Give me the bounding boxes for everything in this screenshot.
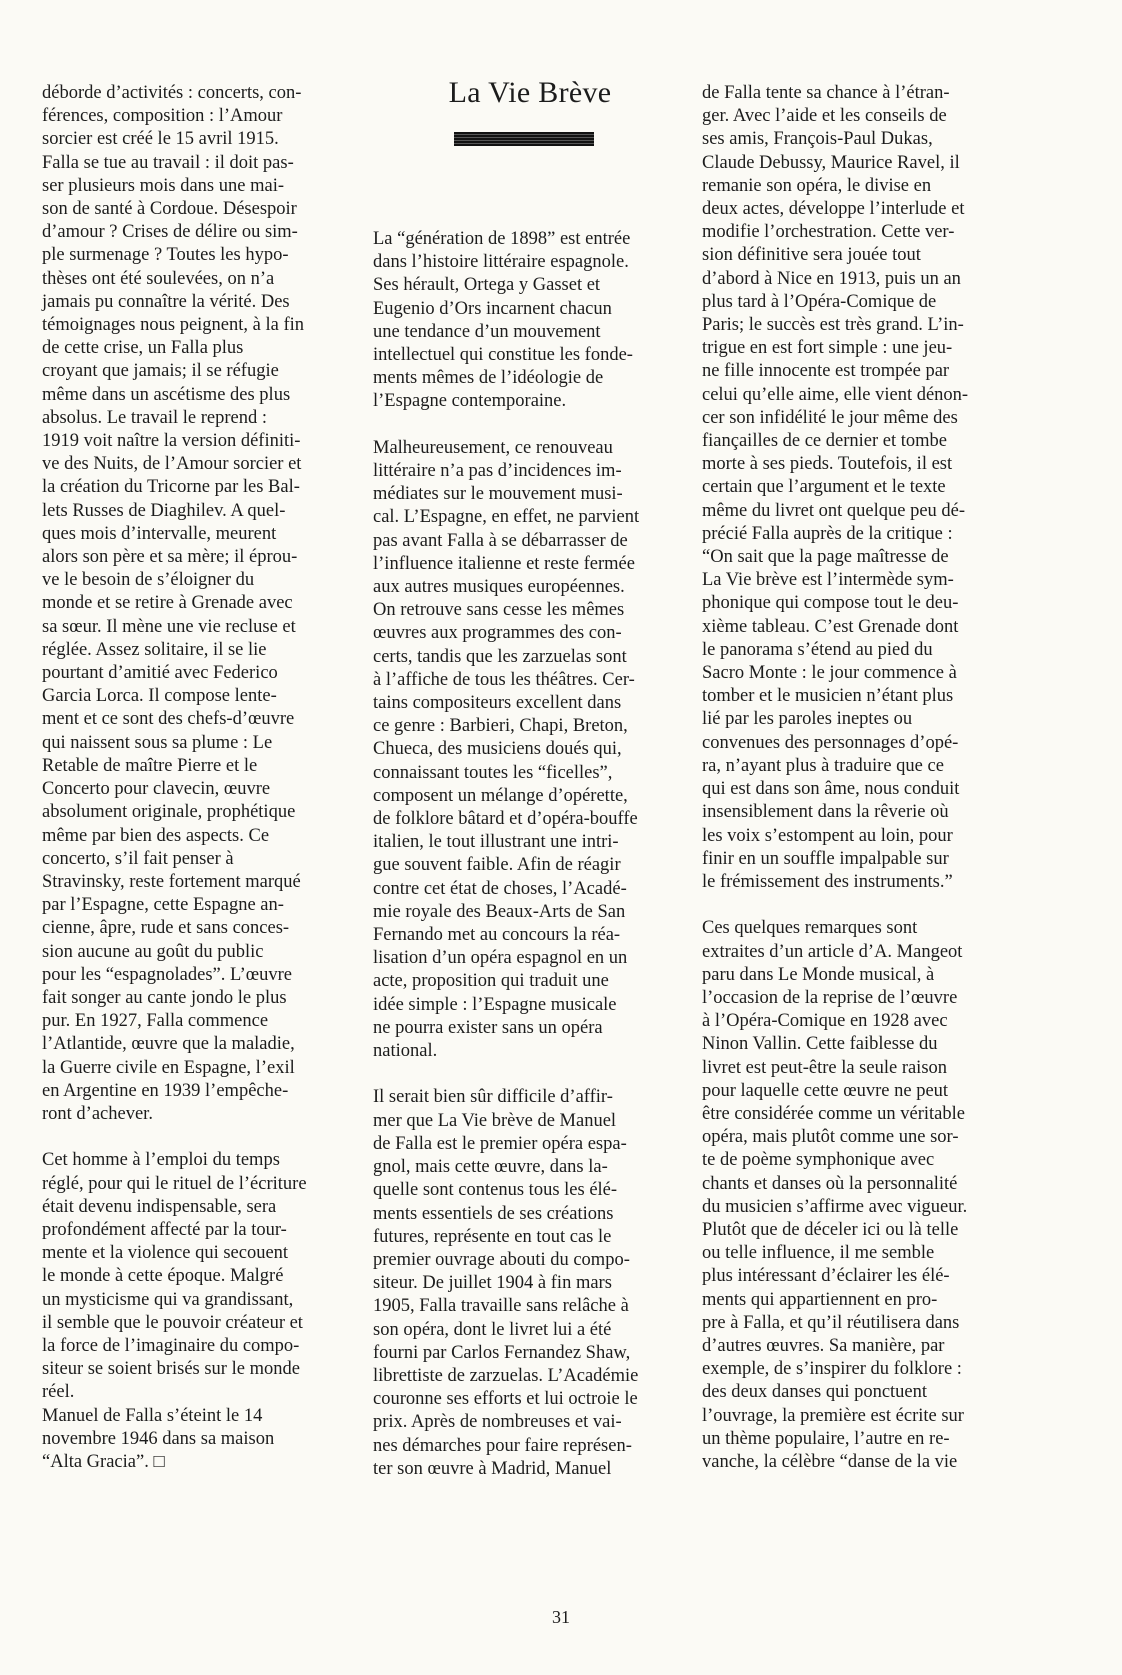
text-line: premier ouvrage abouti du compo- — [373, 1249, 630, 1270]
text-line: son de santé à Cordoue. Désespoir — [42, 199, 297, 220]
text-line: prix. Après de nombreuses et vai- — [373, 1412, 622, 1433]
text-line: ses amis, François-Paul Dukas, — [702, 129, 933, 150]
text-line: ments qui appartiennent en pro- — [702, 1289, 938, 1310]
text-line: Falla se tue au travail : il doit pas- — [42, 152, 294, 173]
text-line: Garcia Lorca. Il compose lente- — [42, 686, 277, 707]
text-line: Fernando met au concours la réa- — [373, 925, 621, 946]
text-line: intellectuel qui constitue les fonde- — [373, 345, 633, 366]
text-line: Manuel de Falla s’éteint le 14 — [42, 1405, 263, 1426]
text-line: une tendance d’un mouvement — [373, 321, 601, 342]
text-line: pour les “espagnolades”. L’œuvre — [42, 964, 293, 985]
text-line: tomber et le musicien n’étant plus — [702, 686, 954, 707]
text-line: acte, proposition qui traduit une — [373, 971, 609, 992]
text-line: On retrouve sans cesse les mêmes — [373, 600, 625, 621]
text-line: paru dans Le Monde musical, à — [702, 964, 935, 985]
text-line: la Guerre civile en Espagne, l’exil — [42, 1057, 295, 1078]
text-line: Retable de maître Pierre et le — [42, 755, 258, 776]
text-line: thèses ont été soulevées, on n’a — [42, 268, 275, 289]
text-line: ques mois d’intervalle, meurent — [42, 523, 277, 544]
text-line: ra, n’ayant plus à traduire que ce — [702, 755, 944, 776]
text-line: de Falla est le premier opéra espa- — [373, 1133, 627, 1154]
text-line: alors son père et sa mère; il éprou- — [42, 547, 298, 568]
text-line: l’occasion de la reprise de l’œuvre — [702, 987, 958, 1008]
text-line: littéraire n’a pas d’incidences im- — [373, 461, 622, 482]
text-line: Sacro Monte : le jour commence à — [702, 663, 957, 684]
text-line: finir en un souffle impalpable sur — [702, 848, 949, 869]
text-line: ter son œuvre à Madrid, Manuel — [373, 1458, 612, 1479]
text-line: pas avant Falla à se débarrasser de — [373, 530, 628, 551]
text-line: Il serait bien sûr difficile d’affir- — [373, 1087, 613, 1108]
text-line: ve le besoin de s’éloigner du — [42, 570, 255, 591]
text-line: “On sait que la page maîtresse de — [702, 547, 949, 568]
text-line: gue souvent faible. Afin de réagir — [373, 855, 621, 876]
text-line: Stravinsky, reste fortement marqué — [42, 871, 301, 892]
text-line: ront d’achever. — [42, 1103, 153, 1124]
title-rule — [454, 132, 594, 146]
text-line: un mysticisme qui va grandissant, — [42, 1289, 294, 1310]
text-line: le monde à cette époque. Malgré — [42, 1266, 284, 1287]
text-line: La Vie brève est l’intermède sym- — [702, 570, 954, 591]
text-line: même par bien des aspects. Ce — [42, 825, 270, 846]
text-line: par l’Espagne, cette Espagne an- — [42, 895, 284, 916]
text-line: témoignages nous peignent, à la fin — [42, 315, 305, 336]
text-line: de folklore bâtard et d’opéra-bouffe — [373, 809, 638, 830]
text-line: était devenu indispensable, sera — [42, 1196, 277, 1217]
text-line: 1919 voit naître la version définiti- — [42, 431, 301, 452]
text-line: même dans un ascétisme des plus — [42, 384, 291, 405]
text-line: convenues des personnages d’opé- — [702, 732, 959, 753]
text-line: trigue en est fort simple : une jeu- — [702, 338, 953, 359]
text-line: morte à ses pieds. Toutefois, il est — [702, 454, 953, 475]
text-line: d’amour ? Crises de délire ou sim- — [42, 222, 298, 243]
text-line — [702, 894, 1032, 917]
text-line: l’Espagne contemporaine. — [373, 391, 567, 412]
text-line: réglé, pour qui le rituel de l’écriture — [42, 1173, 307, 1194]
text-line: croyant que jamais; il se réfugie — [42, 361, 279, 382]
text-line: concerto, s’il fait penser à — [42, 848, 234, 869]
text-line: à l’Opéra-Comique en 1928 avec — [702, 1011, 948, 1032]
text-line: Ninon Vallin. Cette faiblesse du — [702, 1034, 938, 1055]
text-line: quelle sont contenus tous les élé- — [373, 1180, 618, 1201]
text-line: Paris; le succès est très grand. L’in- — [702, 315, 964, 336]
text-line: de Falla tente sa chance à l’étran- — [702, 83, 950, 103]
text-line: futures, représente en tout cas le — [373, 1226, 612, 1247]
text-line: Chueca, des musiciens doués qui, — [373, 739, 622, 760]
text-line: ce genre : Barbieri, Chapi, Breton, — [373, 716, 628, 737]
text-line: pour laquelle cette œuvre ne peut — [702, 1080, 949, 1101]
text-line: absolus. Le travail le reprend : — [42, 407, 267, 428]
text-line: le panorama s’étend au pied du — [702, 639, 933, 660]
text-line: l’ouvrage, la première est écrite sur — [702, 1405, 964, 1426]
text-line: Plutôt que de déceler ici ou là telle — [702, 1219, 959, 1240]
text-line: l’influence italienne et reste fermée — [373, 553, 635, 574]
text-line: ne pourra exister sans un opéra — [373, 1017, 603, 1038]
text-line: un thème populaire, l’autre en re- — [702, 1428, 950, 1449]
text-line: exemple, de s’inspirer du folklore : — [702, 1359, 962, 1380]
text-line: cienne, âpre, rude et sans conces- — [42, 918, 290, 939]
text-line: mie royale des Beaux-Arts de San — [373, 901, 626, 922]
text-line: il semble que le pouvoir créateur et — [42, 1312, 303, 1333]
text-line: mente et la violence qui secouent — [42, 1243, 289, 1264]
text-line: qui naissent sous sa plume : Le — [42, 732, 273, 753]
text-line: ple surmenage ? Toutes les hypo- — [42, 245, 289, 266]
text-line: la création du Tricorne par les Bal- — [42, 477, 300, 498]
text-line: plus intéressant d’éclairer les élé- — [702, 1266, 950, 1287]
text-line: deux actes, développe l’interlude et — [702, 199, 965, 220]
text-line: jamais pu connaître la vérité. Des — [42, 291, 290, 312]
text-line: ger. Avec l’aide et les conseils de — [702, 106, 947, 127]
text-line: sion définitive sera jouée tout — [702, 245, 921, 266]
text-line: xième tableau. C’est Grenade dont — [702, 616, 959, 637]
text-line: vanche, la célèbre “danse de la vie — [702, 1451, 958, 1472]
text-line: national. — [373, 1041, 438, 1062]
text-line: mer que La Vie brève de Manuel — [373, 1110, 617, 1131]
text-line: La “génération de 1898” est entrée — [373, 229, 631, 249]
text-line: remanie son opéra, le divise en — [702, 175, 932, 196]
text-line: Cet homme à l’emploi du temps — [42, 1150, 280, 1171]
text-line: ser plusieurs mois dans une mai- — [42, 175, 284, 196]
text-line: Claude Debussy, Maurice Ravel, il — [702, 152, 960, 173]
text-line: Concerto pour clavecin, œuvre — [42, 779, 271, 800]
text-line: gnol, mais cette œuvre, dans la- — [373, 1157, 608, 1178]
text-line — [373, 1063, 673, 1086]
text-line: lié par les paroles ineptes ou — [702, 709, 913, 730]
text-line: qui est dans son âme, nous conduit — [702, 779, 960, 800]
text-line: “Alta Gracia”. □ — [42, 1451, 165, 1472]
text-line: italien, le tout illustrant une intri- — [373, 832, 619, 853]
text-line: œuvres aux programmes des con- — [373, 623, 622, 644]
text-line — [42, 1126, 352, 1149]
text-line: siteur. De juillet 1904 à fin mars — [373, 1273, 612, 1294]
text-line: médiates sur le mouvement musi- — [373, 484, 623, 505]
text-line: absolument originale, prophétique — [42, 802, 296, 823]
text-line: livret est peut-être la seule raison — [702, 1057, 948, 1078]
text-line: le frémissement des instruments.” — [702, 871, 953, 892]
text-line: profondément affecté par la tour- — [42, 1219, 287, 1240]
text-line: connaissant toutes les “ficelles”, — [373, 762, 613, 783]
text-line: certs, tandis que les zarzuelas sont — [373, 646, 627, 667]
text-line: d’autres œuvres. Sa manière, par — [702, 1335, 945, 1356]
text-line: son opéra, dont le livret lui a été — [373, 1319, 612, 1340]
text-line: fourni par Carlos Fernandez Shaw, — [373, 1342, 631, 1363]
right-column — [702, 82, 1032, 1474]
text-line: chants et danses où la personnalité — [702, 1173, 958, 1194]
left-column — [42, 82, 352, 1474]
text-line: librettiste de zarzuelas. L’Académie — [373, 1365, 639, 1386]
text-line: idée simple : l’Espagne musicale — [373, 994, 617, 1015]
text-line: ve des Nuits, de l’Amour sorcier et — [42, 454, 302, 475]
text-line: lisation d’un opéra espagnol en un — [373, 948, 628, 969]
text-line: monde et se retire à Grenade avec — [42, 593, 293, 614]
text-line: sion aucune au goût du public — [42, 941, 264, 962]
text-line: aux autres musiques européennes. — [373, 577, 625, 598]
text-line: siteur se soient brisés sur le monde — [42, 1359, 300, 1380]
text-line: pur. En 1927, Falla commence — [42, 1011, 269, 1032]
text-line: férences, composition : l’Amour — [42, 106, 283, 127]
text-line: sa sœur. Il mène une vie recluse et — [42, 616, 296, 637]
text-line: contre cet état de choses, l’Acadé- — [373, 878, 627, 899]
text-line: tains compositeurs excellent dans — [373, 693, 622, 714]
text-line: opéra, mais plutôt comme une sor- — [702, 1127, 959, 1148]
text-line: déborde d’activités : concerts, con- — [42, 83, 302, 103]
text-line: certain que l’argument et le texte — [702, 477, 946, 498]
text-line: les voix s’estompent au loin, pour — [702, 825, 953, 846]
text-line: nes démarches pour faire représen- — [373, 1435, 632, 1456]
text-line: fait songer au cante jondo le plus — [42, 987, 287, 1008]
text-line: à l’affiche de tous les théâtres. Cer- — [373, 669, 635, 690]
text-line: réel. — [42, 1382, 75, 1403]
text-line: lets Russes de Diaghilev. A quel- — [42, 500, 286, 521]
text-line: la force de l’imaginaire du compo- — [42, 1335, 300, 1356]
text-line: réglée. Assez solitaire, il se lie — [42, 639, 267, 660]
text-line: Ces quelques remarques sont — [702, 918, 918, 939]
text-line: ment et ce sont des chefs-d’œuvre — [42, 709, 295, 730]
text-line: pre à Falla, et qu’il réutilisera dans — [702, 1312, 960, 1333]
text-line: du musicien s’affirme avec vigueur. — [702, 1196, 968, 1217]
text-line: ments mêmes de l’idéologie de — [373, 368, 604, 389]
text-line: 1905, Falla travaille sans relâche à — [373, 1296, 629, 1317]
text-line: insensiblement dans la rêverie où — [702, 802, 949, 823]
text-line: des deux danses qui ponctuent — [702, 1382, 928, 1403]
text-line: d’abord à Nice en 1913, puis un an — [702, 268, 961, 289]
text-line: sorcier est créé le 15 avril 1915. — [42, 129, 279, 150]
article-title: La Vie Brève — [448, 76, 612, 109]
text-line: modifie l’orchestration. Cette ver- — [702, 222, 955, 243]
page-number: 31 — [552, 1607, 570, 1627]
text-line: être considérée comme un véritable — [702, 1103, 965, 1124]
text-line: extraites d’un article d’A. Mangeot — [702, 941, 963, 962]
text-line: fiançailles de ce dernier et tombe — [702, 431, 947, 452]
text-line: l’Atlantide, œuvre que la maladie, — [42, 1034, 295, 1055]
text-line: dans l’histoire littéraire espagnole. — [373, 252, 629, 273]
text-line: novembre 1946 dans sa maison — [42, 1428, 275, 1449]
text-line: composent un mélange d’opérette, — [373, 785, 628, 806]
text-line: cer son infidélité le jour même des — [702, 407, 958, 428]
middle-column — [373, 228, 673, 1481]
text-line: phonique qui compose tout le deu- — [702, 593, 959, 614]
text-line: Eugenio d’Ors incarnent chacun — [373, 298, 612, 319]
text-line: celui qu’elle aime, elle vient dénon- — [702, 384, 969, 405]
text-line: ou telle influence, il me semble — [702, 1243, 935, 1264]
text-line: plus tard à l’Opéra-Comique de — [702, 291, 937, 312]
text-line: ments essentiels de ses créations — [373, 1203, 614, 1224]
text-line: précié Falla auprès de la critique : — [702, 523, 953, 544]
text-line: Ses hérault, Ortega y Gasset et — [373, 275, 601, 296]
text-line: pourtant d’amitié avec Federico — [42, 663, 278, 684]
text-line: de cette crise, un Falla plus — [42, 338, 244, 359]
text-line — [373, 414, 673, 437]
text-line: ne fille innocente est trompée par — [702, 361, 950, 382]
text-line: cal. L’Espagne, en effet, ne parvient — [373, 507, 640, 528]
text-line: en Argentine en 1939 l’empêche- — [42, 1080, 289, 1101]
text-line: te de poème symphonique avec — [702, 1150, 935, 1171]
text-line: Malheureusement, ce renouveau — [373, 437, 613, 458]
text-line: couronne ses efforts et lui octroie le — [373, 1389, 638, 1410]
text-line: même du livret ont quelque peu dé- — [702, 500, 966, 521]
